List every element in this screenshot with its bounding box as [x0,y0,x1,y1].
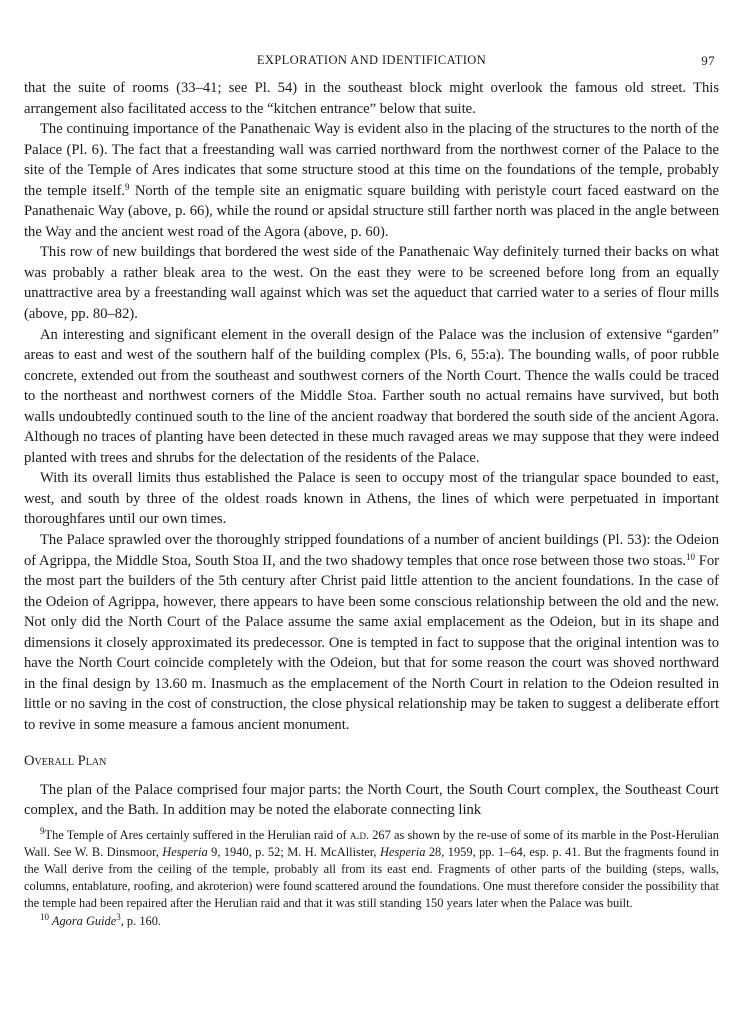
text-run: that the suite of rooms (33–41; see Pl. 54) in the southeast block might overlook the famous old street. This arrangement also facilitated access to the “kitchen entrance” below that suite. [24,80,719,117]
text-run: The Temple of Ares certainly suffered in the Herulian raid of [44,827,350,842]
text-run: The plan of the Palace comprised four major parts: the North Court, the South Court complex, the Southeast Court complex, and the Bath. In addition may be noted the elaborate connecting link [24,781,719,819]
text-run: For the most part the builders of the 5th century after Christ paid little attention to the ancient foundations. In the case of the Odeion of Agrippa, however, there appears to have been some conscious relationship between the old and the new. Not only did the North Court of the Palace assume the same axial emplacement as the Odeion, but in its shape and dimensions it closely approximated its predecessor. One is tempted in fact to suppose that the original intention was to have the North Court coincide completely with the Odeion, but that for some reason the court was shoved northward in the final design by 13.60 m. Inasmuch as the emplacement of the North Court in relation to the Odeion resulted in little or no saving in the cost of construction, the close physical relationship may be taken to suggest a deliberate effort to revive in some measure a famous ancient monument. [24,552,720,733]
text-run: This row of new buildings that bordered the west side of the Panathenaic Way definitely turned their backs on what was probably a rather bleak area to the west. On the east they were to be screened before long from an equally unattractive area by a freestanding wall against which was set the aqueduct that carried water to a series of flour mills (above, pp. 80–82). [24,244,719,323]
footnotes [24,827,719,930]
footnote-ref: 10 [40,911,49,922]
small-caps-text: a.d. [349,827,370,842]
italic-text: Agora Guide [49,913,117,928]
footnote [24,913,719,930]
running-title: EXPLORATION AND IDENTIFICATION [256,53,487,67]
paragraph [24,530,719,735]
section-heading: Overall Plan [24,752,107,769]
text-run: 9, 1940, p. 52; M. H. McAllister, [207,844,380,859]
paragraph [24,325,719,469]
paragraph [24,242,719,324]
text-run: The continuing importance of the Panathenaic Way is evident also in the placing of the structures to the north of the Palace (Pl. 6). The fact that a freestanding wall was carried northward from the northwest corner of the Palace to the site of the Temple of Ares indicates that some structure stood at this time on the foundations of the temple, probably the temple itself. [24,121,719,199]
text-run: North of the temple site an enigmatic square building with peristyle court faced eastward on the Panathenaic Way (above, p. 66), while the round or apsidal structure still farther north was placed in the angle between the Way and the ancient west road of the Agora (above, p. 60). [24,182,719,240]
footnote-ref: 10 [686,551,696,562]
paragraph [24,780,719,821]
text-run: With its overall limits thus established the Palace is seen to occupy most of the triangular space bounded to east, west, and south by three of the oldest roads known in Athens, the lines of which were perpetuated in important thoroughfares until our own times. [24,470,719,528]
paragraph [24,78,719,119]
paragraph [24,119,719,242]
footnote-ref: 9 [125,181,130,192]
footnote-ref: 3 [116,911,121,922]
italic-text: Hesperia [162,844,208,859]
text-run: , p. 160. [120,913,162,928]
footnote [24,827,719,913]
text-run: An interesting and significant element in the overall design of the Palace was the inclusion of extensive “garden” areas to east and west of the southern half of the building complex (Pls. 6, 55:a). The bounding walls, of poor rubble concrete, extended out from the southeast and southwest corners of the North Court. Thence the walls could be traced to the northeast and northwest corners of the Middle Stoa. Farther south no actual remains have survived, but both walls undoubtedly continued south to the line of the ancient roadway that bordered the south side of the ancient Agora. Although no traces of planting have been detected in these much ravaged areas we may suppose that they were indeed planted with trees and shrubs for the delectation of the residents of the Palace. [24,326,719,466]
paragraph [24,468,719,530]
document-page [24,50,719,930]
running-header [24,50,719,72]
footnote-ref: 9 [40,825,45,836]
text-run: 28, 1959, pp. 1–64, esp. p. 41. But the fragments found in the Wall derive from the ceiling of the temple, probably all from its east end. Fragments of other parts of the building (steps, walls, columns, entablature, roofing, and akroterion) were found scattered around the foundations. One must therefore consider the possibility that the temple had been repaired after the Herulian raid and that it was still standing 150 years later when the Palace was built. [24,844,719,911]
text-run: 267 as shown by the re-use of some of its marble in the Post-Herulian Wall. See W. B. Dinsmoor, [24,827,719,859]
text-run: The Palace sprawled over the thoroughly stripped foundations of a number of ancient buildings (Pl. 53): the Odeion of Agrippa, the Middle Stoa, South Stoa II, and the two shadowy temples that once rose between those two stoas. [24,532,719,569]
main-text [24,78,719,821]
section-paragraph-list [24,780,719,821]
italic-text: Hesperia [379,844,426,859]
page-number: 97 [701,53,715,68]
paragraph-list [24,78,719,736]
